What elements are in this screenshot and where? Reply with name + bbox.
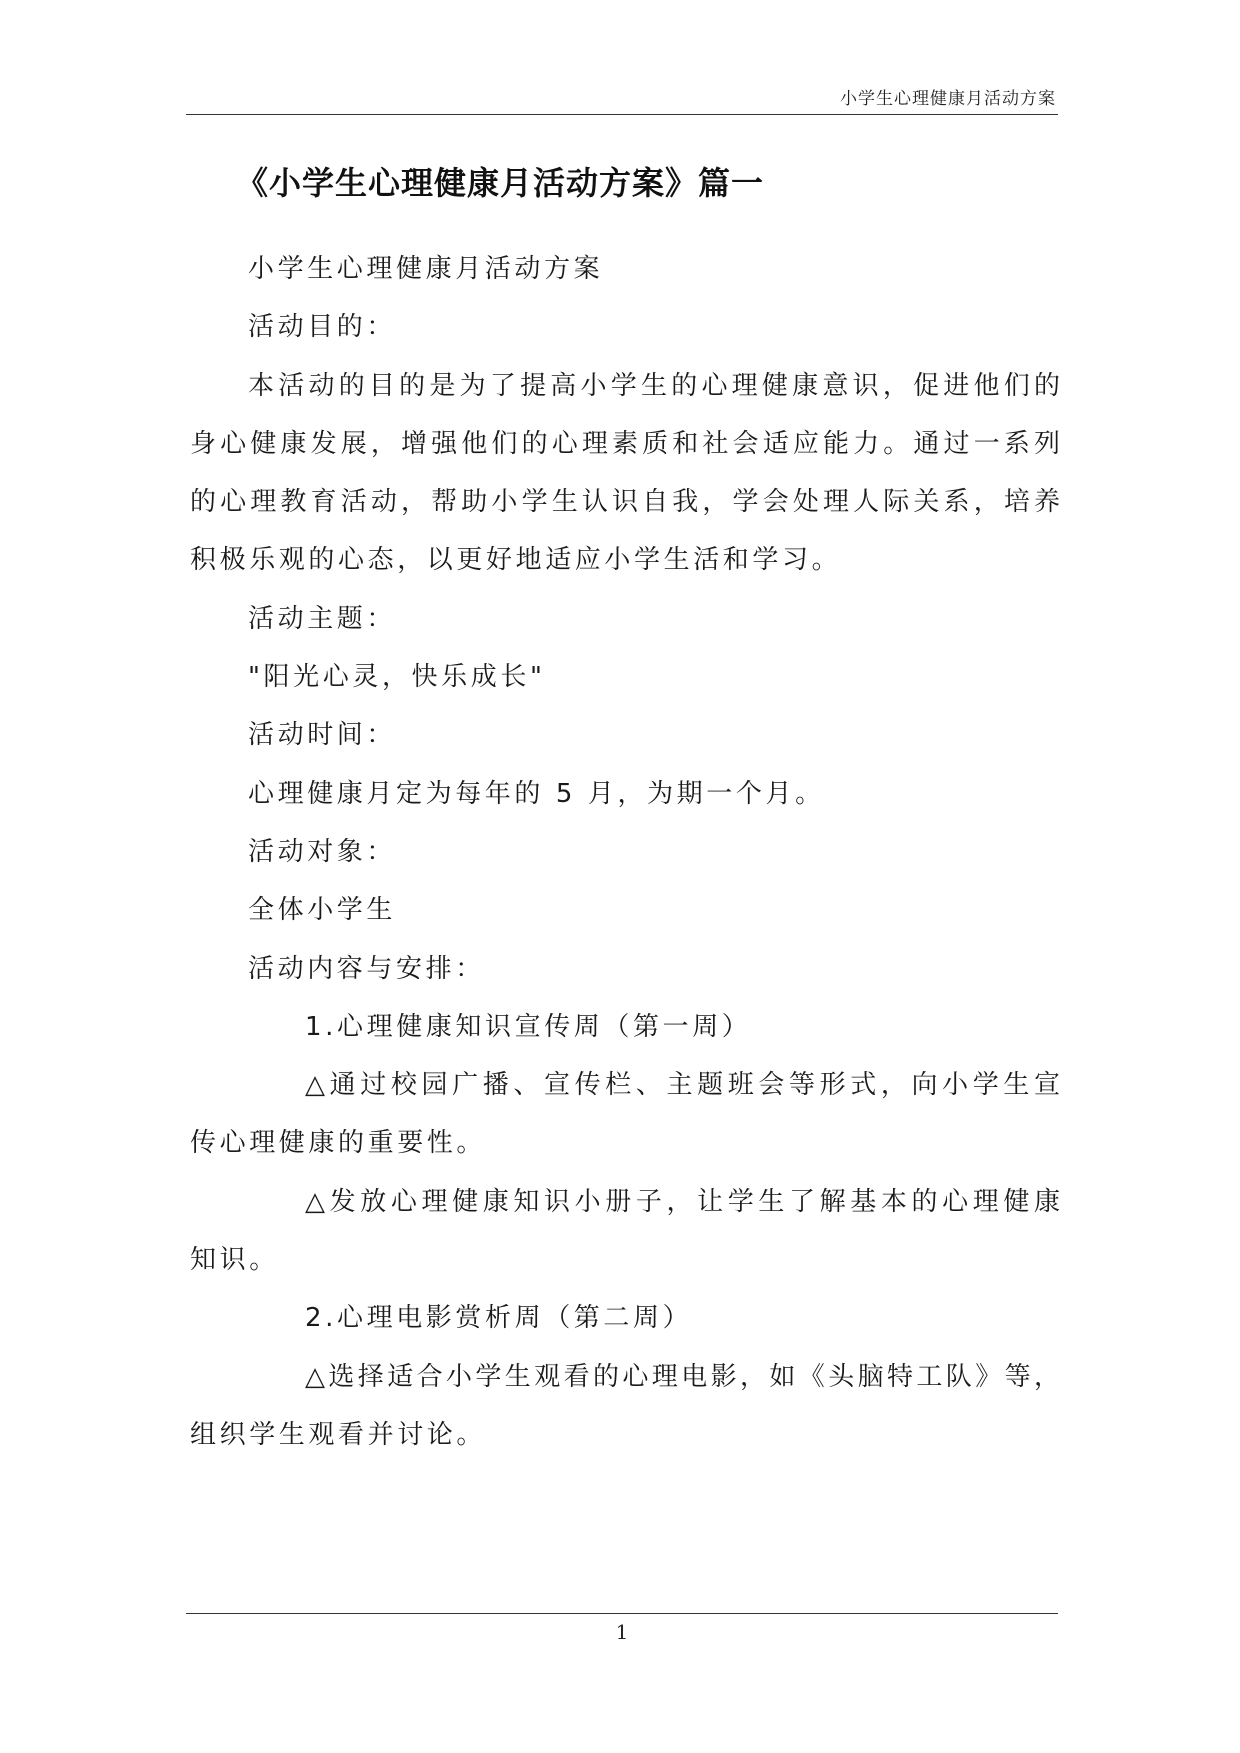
document-title: 《小学生心理健康月活动方案》篇一 [236,164,765,202]
paragraph-line: 的心理教育活动，帮助小学生认识自我，学会处理人际关系，培养 [190,487,1060,518]
section-heading-time: 活动时间： [248,720,397,751]
section-heading-content: 活动内容与安排： [248,953,485,984]
paragraph-line: 本活动的目的是为了提高小学生的心理健康意识，促进他们的 [248,370,1060,401]
bullet-continuation: 知识。 [190,1245,279,1276]
section-heading-audience: 活动对象： [248,836,397,867]
paragraph-line: 全体小学生 [248,895,397,926]
section-heading-theme: 活动主题： [248,603,397,634]
paragraph-line: 身心健康发展，增强他们的心理素质和社会适应能力。通过一系列 [190,428,1060,459]
bullet-continuation: 传心理健康的重要性。 [190,1128,487,1159]
section-heading-purpose: 活动目的： [248,312,397,343]
page-footer [186,1613,1058,1644]
page-number: 1 [615,1620,629,1644]
bullet-line: △选择适合小学生观看的心理电影，如《头脑特工队》等， [305,1361,1060,1392]
bullet-line: △发放心理健康知识小册子，让学生了解基本的心理健康 [305,1186,1060,1217]
paragraph-line: 积极乐观的心态，以更好地适应小学生活和学习。 [190,545,842,576]
list-item-heading: 1.心理健康知识宣传周（第一周） [305,1011,752,1042]
bullet-line: △通过校园广播、宣传栏、主题班会等形式，向小学生宣 [305,1070,1060,1101]
list-item-heading: 2.心理电影赏析周（第二周） [305,1303,693,1334]
running-header-title: 小学生心理健康月活动方案 [840,89,1056,109]
theme-slogan: "阳光心灵，快乐成长" [248,662,546,693]
paragraph-line: 心理健康月定为每年的 5 月，为期一个月。 [248,778,825,809]
page-header [186,72,1058,115]
document-body [190,240,1060,1464]
paragraph-line: 小学生心理健康月活动方案 [248,254,604,284]
bullet-continuation: 组织学生观看并讨论。 [190,1419,487,1450]
